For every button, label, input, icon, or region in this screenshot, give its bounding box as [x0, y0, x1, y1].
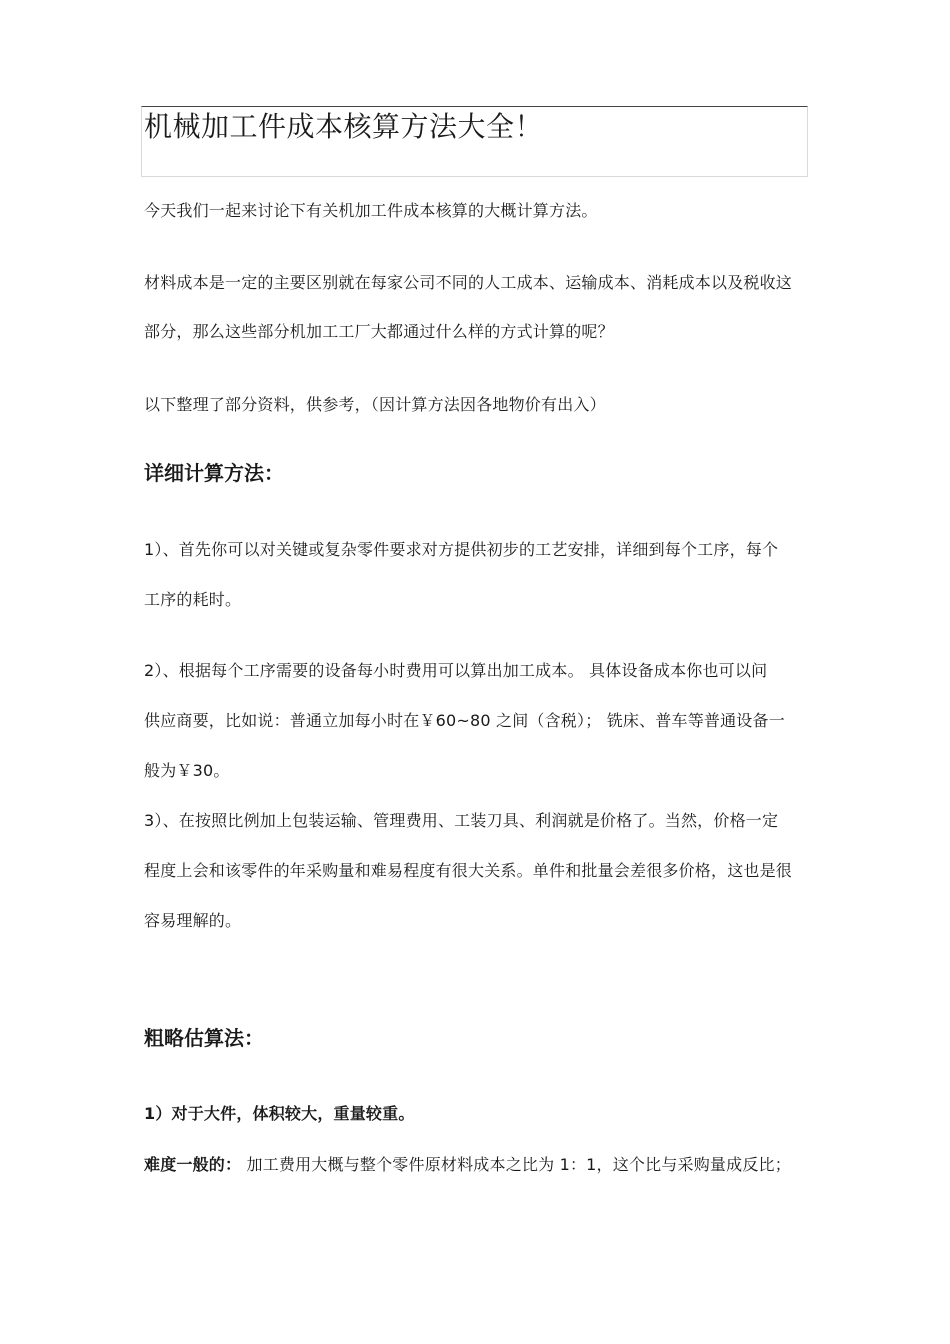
intro-paragraph: 今天我们一起来讨论下有关机加工件成本核算的大概计算方法。 [144, 201, 598, 220]
section-heading-detailed: 详细计算方法： [144, 461, 284, 485]
reference-note: 以下整理了部分资料，供参考，（因计算方法因各地物价有出入） [144, 395, 606, 414]
page-title: 机械加工件成本核算方法大全！ [144, 110, 544, 143]
list-item-bold: 1）对于大件，体积较大，重量较重。 [144, 1104, 415, 1123]
difficulty-text: 加工费用大概与整个零件原材料成本之比为 1：1，这个比与采购量成反比； [241, 1155, 791, 1174]
list-item-line: 般为￥30。 [144, 761, 230, 780]
section-heading-rough: 粗略估算法： [144, 1026, 264, 1050]
list-item-line: 程度上会和该零件的年采购量和难易程度有很大关系。单件和批量会差很多价格，这也是很 [144, 861, 793, 880]
list-item-line: 1）、首先你可以对关键或复杂零件要求对方提供初步的工艺安排，详细到每个工序，每个 [144, 540, 779, 559]
list-item-line: 3）、在按照比例加上包装运输、管理费用、工装刀具、利润就是价格了。当然，价格一定 [144, 811, 779, 830]
list-item-line: 供应商要，比如说：普通立加每小时在￥60~80 之间（含税）； 铣床、普车等普通设备一 [144, 711, 785, 730]
list-item-line: 2）、根据每个工序需要的设备每小时费用可以算出加工成本。 具体设备成本你也可以问 [144, 661, 768, 680]
paragraph-line: 部分，那么这些部分机加工工厂大都通过什么样的方式计算的呢？ [144, 322, 614, 341]
list-item-line: 容易理解的。 [144, 911, 242, 930]
list-item-line: 工序的耗时。 [144, 590, 242, 609]
paragraph-line: 材料成本是一定的主要区别就在每家公司不同的人工成本、运输成本、消耗成本以及税收这 [144, 273, 793, 292]
difficulty-label: 难度一般的： [144, 1155, 242, 1174]
title-box [141, 106, 808, 177]
difficulty-paragraph [144, 1152, 810, 1175]
